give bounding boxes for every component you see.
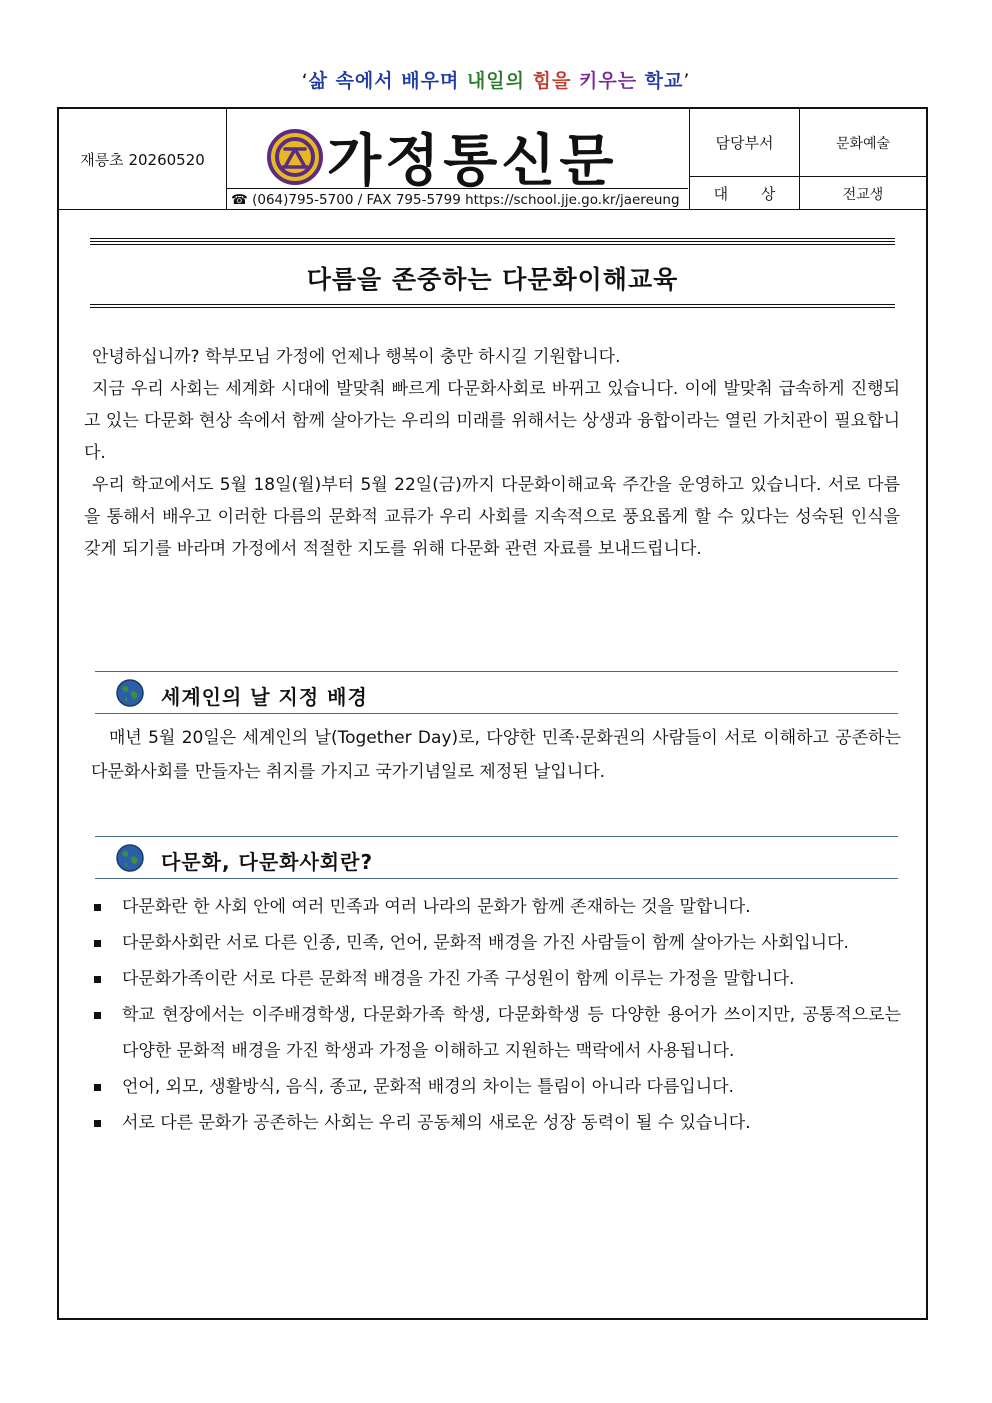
section-paragraph: 매년 5월 20일은 세계인의 날(Together Day)로, 다양한 민족·문화권의 사람들이 서로 이해하고 공존하는 다문화사회를 만들자는 취지를 가지고 국가기념일로 제정된 날입니다. — [91, 728, 901, 782]
newsletter-header — [59, 109, 926, 210]
motto-part-3: 내일의 — [466, 70, 526, 92]
section-heading: 다문화, 다문화사회란? — [161, 850, 374, 874]
intro-paragraph: 우리 학교에서도 5월 18일(월)부터 5월 22일(금)까지 다문화이해교육 주간을 운영하고 있습니다. 서로 다름을 통해서 배우고 이러한 다름의 문화적 교류가 우리 사회를 지속적으로 풍요롭게 할 수 있다는 성숙된 인식을 갖게 되기를 바라며 가정에서 적절한 지도를 위해 다문화 관련 자료를 보내드립니다. — [84, 475, 900, 559]
list-item: 언어, 외모, 생활방식, 음식, 종교, 문화적 배경의 차이는 틀림이 아니라 다름입니다. — [89, 1069, 901, 1105]
intro-text — [84, 341, 900, 565]
motto-part-6: 학교 — [644, 70, 684, 92]
target-value: 전교생 — [842, 186, 884, 203]
list-item: 다문화가족이란 서로 다른 문화적 배경을 가진 가족 구성원이 함께 이루는 가정을 말합니다. — [89, 961, 901, 997]
department-label: 담당부서 — [690, 109, 800, 176]
logo-row — [267, 117, 617, 197]
intro-paragraph: 안녕하십니까? 학부모님 가정에 언제나 행복이 충만 하시길 기원합니다. — [92, 347, 621, 367]
meta-row-department — [690, 109, 926, 177]
meta-table — [690, 109, 926, 210]
document-title: 다름을 존중하는 다문화이해교육 — [306, 265, 679, 294]
issue-number: 재릉초 20260520 — [59, 109, 227, 210]
section-heading-world-day — [95, 671, 898, 714]
contact-info: ☎ (064)795-5700 / FAX 795-5799 https://school.jje.go.kr/jaereung — [227, 188, 688, 210]
motto-close-quote: ’ — [683, 70, 691, 92]
globe-icon — [115, 843, 145, 873]
masthead-title: 가정통신문 — [327, 128, 618, 194]
list-item: 다문화란 한 사회 안에 여러 민족과 여러 나라의 문화가 함께 존재하는 것을 말합니다. — [89, 889, 901, 925]
school-motto — [0, 66, 992, 93]
multiculture-bullet-list — [89, 889, 901, 1141]
section-world-day-text — [91, 721, 901, 789]
motto-part-4: 힘을 — [532, 70, 572, 92]
school-emblem-icon — [267, 129, 323, 185]
list-item: 서로 다른 문화가 공존하는 사회는 우리 공동체의 새로운 성장 동력이 될 수 있습니다. — [89, 1105, 901, 1141]
motto-part-5: 키우는 — [578, 70, 638, 92]
globe-icon — [115, 678, 145, 708]
department-value: 문화예술 — [835, 135, 891, 152]
target-label: 대 상 — [690, 177, 800, 210]
list-item: 학교 현장에서는 이주배경학생, 다문화가족 학생, 다문화학생 등 다양한 용어가 쓰이지만, 공통적으로는 다양한 문화적 배경을 가진 학생과 가정을 이해하고 지원하는 맥락에서 사용됩니다. — [89, 997, 901, 1069]
motto-part-1: 삶 속에서 — [308, 70, 394, 92]
intro-paragraph: 지금 우리 사회는 세계화 시대에 발맞춰 빠르게 다문화사회로 바뀌고 있습니다. 이에 발맞춰 급속하게 진행되고 있는 다문화 현상 속에서 함께 살아가는 우리의 미래를 위해서는 상생과 융합이라는 열린 가치관이 필요합니다. — [84, 379, 900, 463]
document-title-box — [90, 238, 895, 308]
list-item: 다문화사회란 서로 다른 인종, 민족, 언어, 문화적 배경을 가진 사람들이 함께 살아가는 사회입니다. — [89, 925, 901, 961]
meta-row-target — [690, 177, 926, 210]
newsletter-frame — [57, 107, 928, 1320]
section-heading: 세계인의 날 지정 배경 — [161, 685, 368, 709]
motto-part-2: 배우며 — [401, 70, 460, 92]
motto-open-quote: ‘ — [301, 70, 309, 92]
section-heading-multiculture — [95, 836, 898, 879]
masthead — [227, 109, 690, 210]
